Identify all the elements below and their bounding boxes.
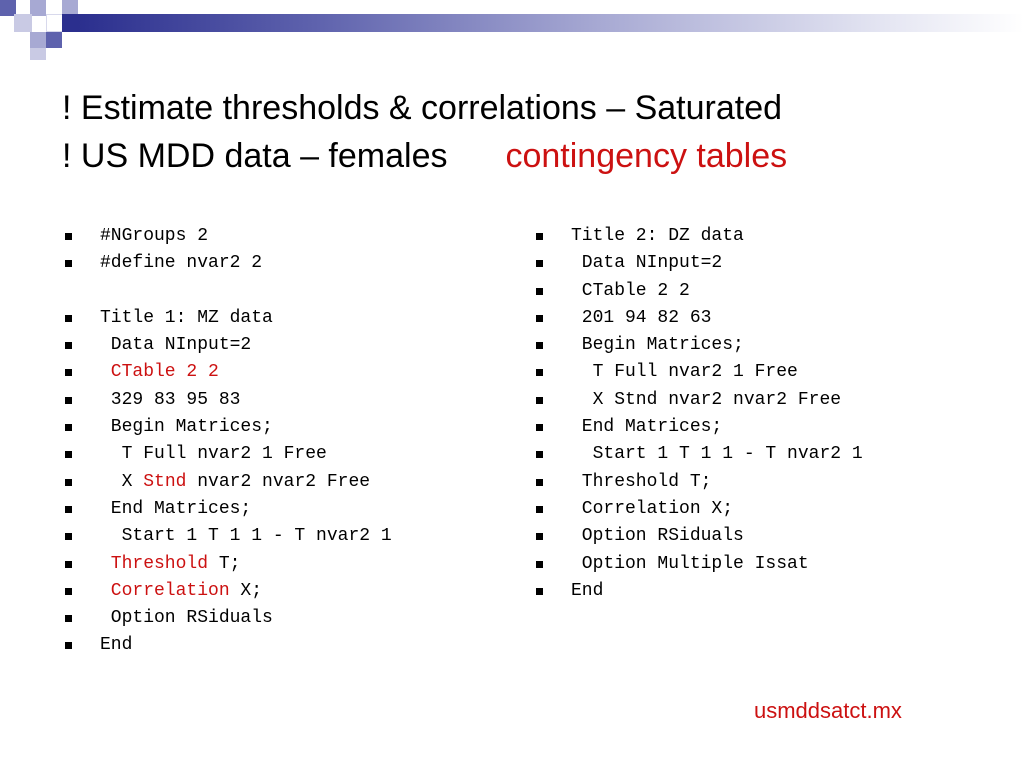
bullet-icon xyxy=(536,506,543,513)
bullet-icon xyxy=(536,233,543,240)
bullet-icon xyxy=(536,561,543,568)
slide-title xyxy=(62,84,787,180)
code-line: Option RSiduals xyxy=(533,523,863,550)
code-line: #NGroups 2 xyxy=(62,223,392,250)
code-line: End xyxy=(533,578,863,605)
code-line: Title 2: DZ data xyxy=(533,223,863,250)
bullet-icon xyxy=(536,397,543,404)
bullet-icon xyxy=(65,342,72,349)
code-line: X Stnd nvar2 nvar2 Free xyxy=(62,469,392,496)
header-gradient-bar xyxy=(78,14,1024,32)
bullet-icon xyxy=(536,315,543,322)
code-line: 201 94 82 63 xyxy=(533,305,863,332)
code-line: T Full nvar2 1 Free xyxy=(533,359,863,386)
footer-filename: usmddsatct.mx xyxy=(754,698,902,723)
highlighted-keyword: Threshold xyxy=(100,553,209,574)
deco-square xyxy=(62,14,78,32)
deco-square xyxy=(30,32,46,48)
bullet-icon xyxy=(536,260,543,267)
bullet-icon xyxy=(536,451,543,458)
code-line: Data NInput=2 xyxy=(62,332,392,359)
title-line-1: ! Estimate thresholds & correlations – Saturated xyxy=(62,89,783,127)
code-line: Start 1 T 1 1 - T nvar2 1 xyxy=(62,523,392,550)
code-line: Title 1: MZ data xyxy=(62,305,392,332)
bullet-icon xyxy=(65,233,72,240)
bullet-icon xyxy=(65,561,72,568)
title-accent: contingency tables xyxy=(505,137,788,175)
highlighted-keyword: CTable 2 2 xyxy=(100,362,219,383)
code-line: Option Multiple Issat xyxy=(533,551,863,578)
code-line: X Stnd nvar2 nvar2 Free xyxy=(533,387,863,414)
bullet-icon xyxy=(65,451,72,458)
code-line: Threshold T; xyxy=(533,469,863,496)
code-line: End xyxy=(62,632,392,659)
highlighted-keyword: Correlation xyxy=(100,580,230,601)
code-line: Threshold T; xyxy=(62,551,392,578)
bullet-icon xyxy=(65,397,72,404)
bullet-icon xyxy=(65,506,72,513)
code-line: 329 83 95 83 xyxy=(62,387,392,414)
deco-square xyxy=(30,0,46,16)
code-line: T Full nvar2 1 Free xyxy=(62,441,392,468)
bullet-icon xyxy=(65,615,72,622)
code-line: End Matrices; xyxy=(533,414,863,441)
code-column-right xyxy=(533,223,863,605)
bullet-icon xyxy=(536,588,543,595)
bullet-icon xyxy=(536,424,543,431)
code-line: CTable 2 2 xyxy=(533,278,863,305)
code-line: #define nvar2 2 xyxy=(62,250,392,277)
code-line: Option RSiduals xyxy=(62,605,392,632)
bullet-icon xyxy=(65,479,72,486)
deco-square xyxy=(14,14,32,32)
code-line: Correlation X; xyxy=(62,578,392,605)
bullet-icon xyxy=(65,315,72,322)
highlighted-keyword: Stnd xyxy=(143,471,187,492)
bullet-icon xyxy=(65,642,72,649)
bullet-icon xyxy=(65,424,72,431)
bullet-icon xyxy=(65,588,72,595)
title-line-2: ! US MDD data – females xyxy=(62,137,448,175)
bullet-icon xyxy=(65,533,72,540)
header-decoration xyxy=(0,0,1024,64)
deco-square xyxy=(30,48,46,60)
code-line: Data NInput=2 xyxy=(533,250,863,277)
blank-line xyxy=(62,278,392,305)
code-line: End Matrices; xyxy=(62,496,392,523)
bullet-icon xyxy=(536,533,543,540)
bullet-icon xyxy=(536,369,543,376)
bullet-icon xyxy=(536,288,543,295)
bullet-icon xyxy=(536,342,543,349)
deco-square xyxy=(46,32,62,48)
code-line: Start 1 T 1 1 - T nvar2 1 xyxy=(533,441,863,468)
code-line: Correlation X; xyxy=(533,496,863,523)
code-line xyxy=(62,359,392,386)
bullet-icon xyxy=(65,369,72,376)
code-line: Begin Matrices; xyxy=(533,332,863,359)
bullet-icon xyxy=(65,260,72,267)
bullet-icon xyxy=(536,479,543,486)
code-column-left xyxy=(62,223,392,660)
code-line: Begin Matrices; xyxy=(62,414,392,441)
